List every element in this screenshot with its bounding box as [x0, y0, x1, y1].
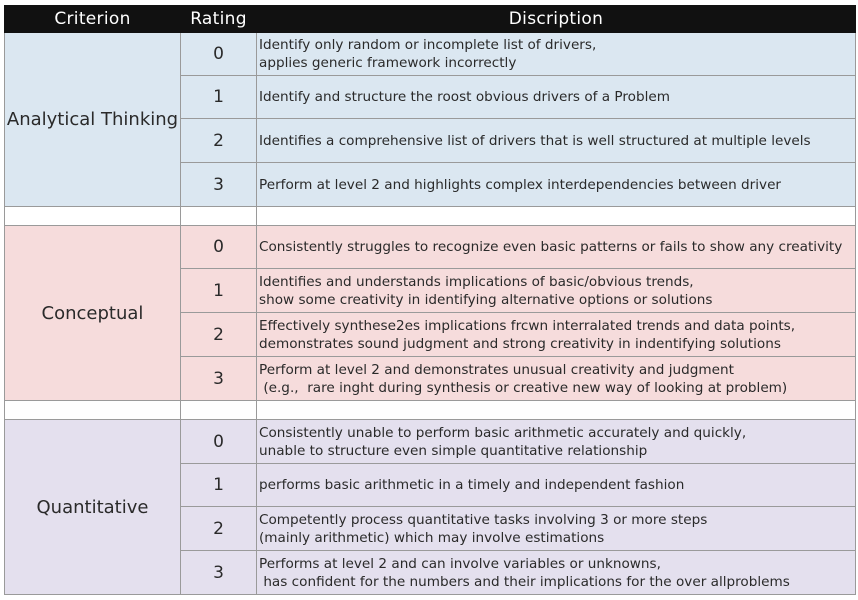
description-line: Identify only random or incomplete list of drivers, — [259, 37, 597, 53]
description-line: Consistently unable to perform basic arithmetic accurately and quickly, — [259, 424, 747, 441]
description-cell — [257, 464, 856, 507]
rating-cell: 3 — [181, 163, 257, 207]
description-line: Competently process quantitative tasks involving 3 or more steps — [259, 511, 708, 528]
separator-cell — [5, 207, 181, 226]
rating-cell: 0 — [181, 420, 257, 464]
description-cell — [257, 269, 856, 313]
description-line: applies generic framework incorrectly — [259, 55, 517, 71]
rating-cell: 2 — [181, 313, 257, 357]
rating-cell: 1 — [181, 464, 257, 507]
description-line: Consistently struggles to recognize even basic patterns or fails to show any creativity — [259, 239, 843, 255]
rubric-table — [4, 5, 856, 595]
header-description: Discription — [257, 6, 856, 33]
description-cell — [257, 163, 856, 207]
separator-cell — [181, 401, 257, 420]
header-rating: Rating — [181, 6, 257, 33]
rating-cell: 1 — [181, 76, 257, 119]
separator-cell — [5, 401, 181, 420]
description-line: Performs at level 2 and can involve variables or unknowns, — [259, 555, 661, 572]
separator-cell — [257, 401, 856, 420]
description-line: Identifies and understands implications of basic/obvious trends, — [259, 273, 694, 290]
description-line: (e.g., rare inght during synthesis or creative new way of looking at problem) — [259, 379, 788, 396]
description-line: performs basic arithmetic in a timely and independent fashion — [259, 477, 685, 493]
group-separator — [5, 207, 856, 226]
description-cell — [257, 33, 856, 76]
description-cell — [257, 76, 856, 119]
rubric-row — [5, 420, 856, 464]
rating-cell: 0 — [181, 226, 257, 269]
description-line: Identifies a comprehensive list of drivers that is well structured at multiple levels — [259, 132, 811, 149]
description-line: Effectively synthese2es implications frcwn interralated trends and data points, — [259, 317, 796, 334]
description-cell — [257, 507, 856, 551]
group-separator — [5, 401, 856, 420]
description-line: (mainly arithmetic) which may involve estimations — [259, 529, 605, 546]
description-cell — [257, 551, 856, 595]
criterion-cell: Conceptual — [5, 226, 181, 401]
rating-cell: 3 — [181, 551, 257, 595]
rubric-body — [5, 33, 856, 595]
description-line: unable to structure even simple quantitative relationship — [259, 442, 648, 459]
rubric-row — [5, 33, 856, 76]
separator-cell — [181, 207, 257, 226]
rating-cell: 3 — [181, 357, 257, 401]
header-criterion: Criterion — [5, 6, 181, 33]
separator-cell — [257, 207, 856, 226]
header-row — [5, 6, 856, 33]
rating-cell: 2 — [181, 507, 257, 551]
description-cell — [257, 357, 856, 401]
description-cell — [257, 119, 856, 163]
description-cell — [257, 226, 856, 269]
criterion-cell: Quantitative — [5, 420, 181, 595]
criterion-cell: Analytical Thinking — [5, 33, 181, 207]
description-line: Perform at level 2 and highlights complex interdependencies between driver — [259, 176, 782, 193]
description-line: show some creativity in identifying alternative options or solutions — [259, 291, 713, 308]
description-line: Perform at level 2 and demonstrates unusual creativity and judgment — [259, 361, 734, 378]
description-line: has confident for the numbers and their implications for the over allproblems — [259, 573, 790, 590]
description-cell — [257, 313, 856, 357]
description-line: demonstrates sound judgment and strong creativity in indentifying solutions — [259, 335, 781, 352]
rating-cell: 2 — [181, 119, 257, 163]
description-line: Identify and structure the roost obvious drivers of a Problem — [259, 89, 670, 105]
rating-cell: 0 — [181, 33, 257, 76]
rating-cell: 1 — [181, 269, 257, 313]
rubric-row — [5, 226, 856, 269]
description-cell — [257, 420, 856, 464]
